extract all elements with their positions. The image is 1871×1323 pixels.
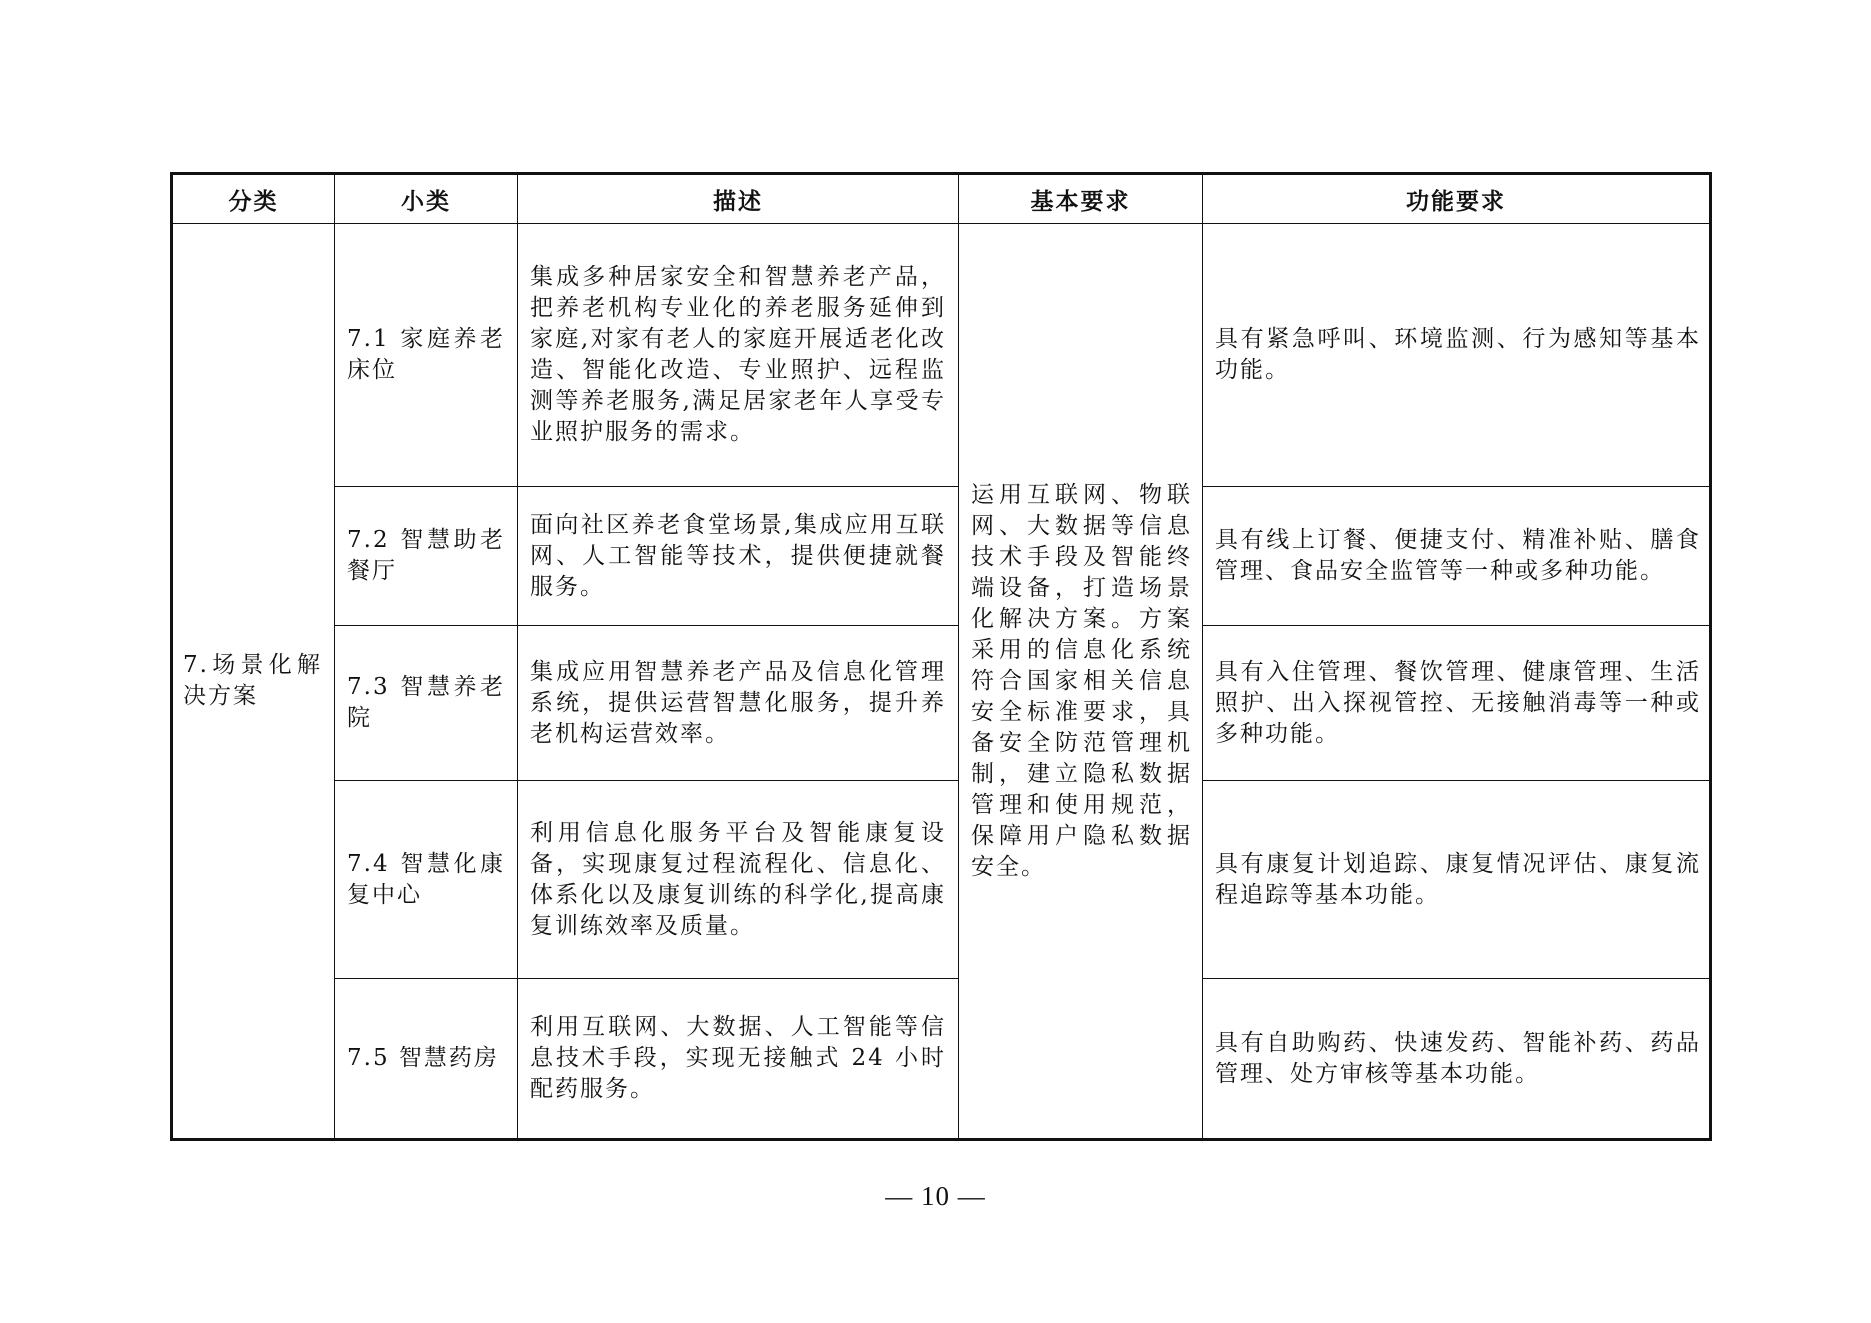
- function-cell: [1203, 781, 1711, 979]
- function-text: 具有入住管理、餐饮管理、健康管理、生活照护、出入探视管控、无接触消毒等一种或多种功能。: [1215, 658, 1701, 747]
- basic-requirement-cell: [959, 224, 1203, 1140]
- category-text: 7.场景化解决方案: [183, 652, 322, 709]
- subcategory-cell: [335, 487, 518, 626]
- description-cell: [518, 224, 959, 487]
- header-subcategory: 小类: [335, 174, 518, 224]
- subcategory-text: 7.2 智慧助老餐厅: [347, 527, 505, 584]
- description-cell: [518, 979, 959, 1140]
- description-text: 集成应用智慧养老产品及信息化管理系统，提供运营智慧化服务，提升养老机构运营效率。: [530, 658, 946, 747]
- subcategory-text: 7.5 智慧药房: [347, 1045, 499, 1071]
- description-cell: [518, 487, 959, 626]
- table-row: [172, 626, 1711, 781]
- basic-requirement-text: 运用互联网、物联网、大数据等信息技术手段及智能终端设备，打造场景化解决方案。方案采用的信息化系统符合国家相关信息安全标准要求，具备安全防范管理机制，建立隐私数据管理和使用规范，保障用户隐私数据安全。: [971, 481, 1192, 880]
- function-text: 具有自助购药、快速发药、智能补药、药品管理、处方审核等基本功能。: [1215, 1029, 1701, 1087]
- subcategory-cell: [335, 626, 518, 781]
- header-description: 描述: [518, 174, 959, 224]
- table-row: [172, 224, 1711, 487]
- header-function-requirement: 功能要求: [1203, 174, 1711, 224]
- function-cell: [1203, 487, 1711, 626]
- subcategory-cell: [335, 979, 518, 1140]
- subcategory-text: 7.3 智慧养老院: [347, 674, 505, 731]
- description-text: 集成多种居家安全和智慧养老产品，把养老机构专业化的养老服务延伸到家庭,对家有老人的家庭开展适老化改造、智能化改造、专业照护、远程监测等养老服务,满足居家老年人享受专业照护服务的需求。: [530, 264, 946, 445]
- requirements-table: [170, 172, 1712, 1141]
- header-category: 分类: [172, 174, 335, 224]
- function-cell: [1203, 979, 1711, 1140]
- table-row: [172, 781, 1711, 979]
- description-cell: [518, 626, 959, 781]
- subcategory-text: 7.1 家庭养老床位: [347, 326, 505, 383]
- function-text: 具有紧急呼叫、环境监测、行为感知等基本功能。: [1215, 326, 1701, 383]
- description-text: 利用信息化服务平台及智能康复设备，实现康复过程流程化、信息化、体系化以及康复训练的科学化,提高康复训练效率及质量。: [530, 819, 946, 939]
- page-number: — 10 —: [885, 1181, 986, 1211]
- description-text: 面向社区养老食堂场景,集成应用互联网、人工智能等技术，提供便捷就餐服务。: [530, 511, 946, 600]
- subcategory-cell: [335, 781, 518, 979]
- category-cell: [172, 224, 335, 1140]
- table-header-row: [172, 174, 1711, 224]
- description-text: 利用互联网、大数据、人工智能等信息技术手段，实现无接触式 24 小时配药服务。: [530, 1014, 946, 1102]
- table-row: [172, 487, 1711, 626]
- description-cell: [518, 781, 959, 979]
- function-text: 具有康复计划追踪、康复情况评估、康复流程追踪等基本功能。: [1215, 850, 1701, 908]
- subcategory-text: 7.4 智慧化康复中心: [347, 850, 505, 908]
- function-text: 具有线上订餐、便捷支付、精准补贴、膳食管理、食品安全监管等一种或多种功能。: [1215, 527, 1701, 584]
- function-cell: [1203, 224, 1711, 487]
- table-row: [172, 979, 1711, 1140]
- function-cell: [1203, 626, 1711, 781]
- subcategory-cell: [335, 224, 518, 487]
- header-basic-requirement: 基本要求: [959, 174, 1203, 224]
